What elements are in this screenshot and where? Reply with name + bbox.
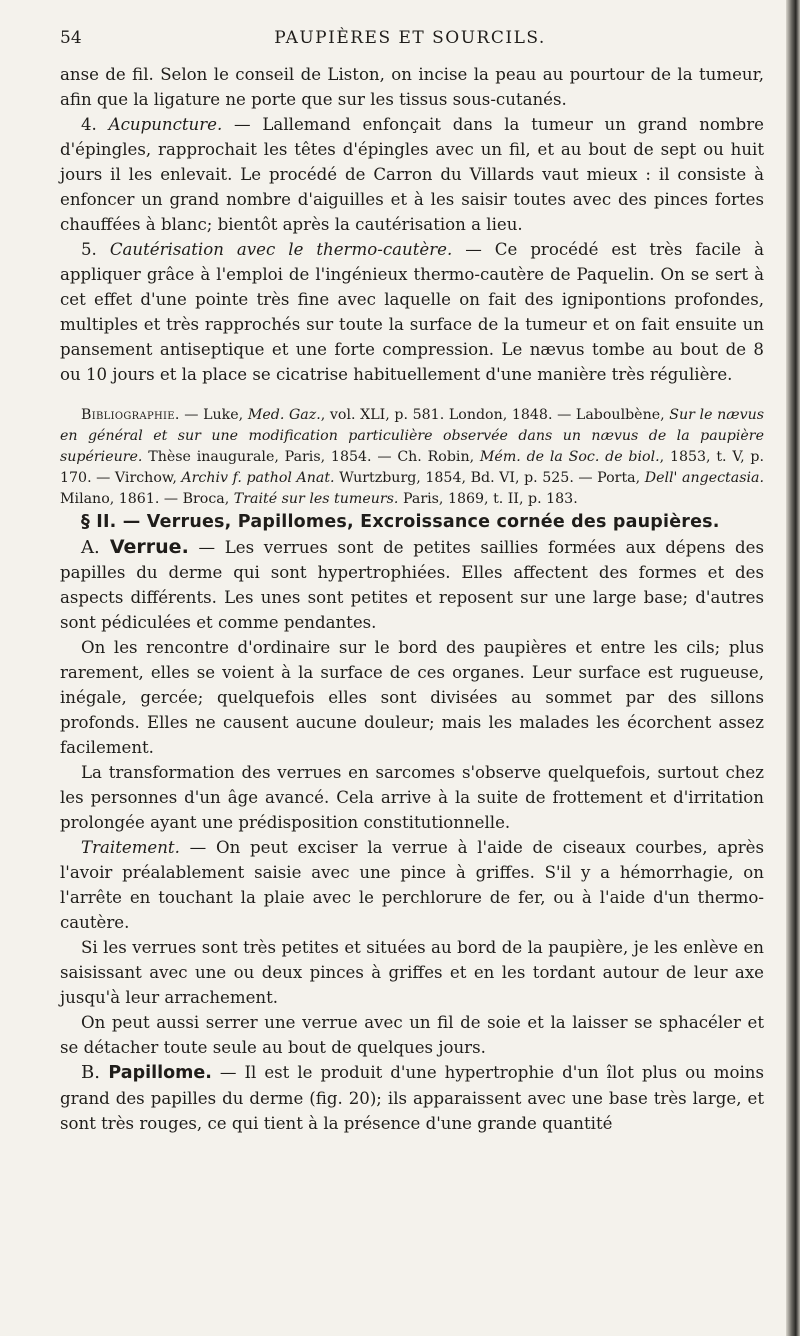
page-header bbox=[60, 28, 760, 52]
section-heading: § II. — Verrues, Papillomes, Excroissance cornée des paupières. bbox=[81, 512, 720, 532]
paragraph-cauterisation: 5. Cautérisation avec le thermo-cautère. — Ce procédé est très facile à appliquer grâce à l'emploi de l'ingénieux thermo-cautère de Paquelin. On se sert à cet effet d'une pointe très fine avec laquelle on fait des ignipontions profondes, multiples et très rapprochés sur toute la surface de la tumeur et on fait ensuite un pansement antiseptique et une forte compression. Le nævus tombe au bout de 8 ou 10 jours et la place se cicatrise habituellement d'une manière très régulière. bbox=[60, 240, 764, 384]
paragraph-verrue-traitement: Traitement. — On peut exciser la verrue à l'aide de ciseaux courbes, après l'avoir préalablement saisie avec une pince à griffes. S'il y a hémorrhagie, on l'arrête en touchant la plaie avec le perchlorure de fer, ou à l'aide d'un thermo-cautère. bbox=[60, 838, 764, 932]
running-title: PAUPIÈRES ET SOURCILS. bbox=[274, 28, 546, 48]
paragraph-verrue-thread: On peut aussi serrer une verrue avec un fil de soie et la laisser se sphacéler et se détacher toute seule au bout de quelques jours. bbox=[60, 1013, 764, 1057]
paragraph-verrue-location: On les rencontre d'ordinaire sur le bord des paupières et entre les cils; plus rarement, elles se voient à la surface de ces organes. Leur surface est rugueuse, inégale, gercée; quelquefois elles sont divisées au sommet par des sillons profonds. Elles ne causent aucune douleur; mais les malades les écorchent assez facilement. bbox=[60, 638, 764, 757]
paragraph-verrue-small: Si les verrues sont très petites et situées au bord de la paupière, je les enlève en saisissant avec une ou deux pinces à griffes et en les tordant autour de leur axe jusqu'à leur arrachement. bbox=[60, 938, 764, 1007]
paragraph-ligature-end: anse de fil. Selon le conseil de Liston, on incise la peau au pourtour de la tumeur, afin que la ligature ne porte que sur les tissus sous-cutanés. bbox=[60, 65, 764, 109]
paragraph-verrue-transformation: La transformation des verrues en sarcomes s'observe quelquefois, surtout chez les personnes d'un âge avancé. Cela arrive à la suite de frottement et d'irritation prolongée ayant une prédisposition constitutionnelle. bbox=[60, 763, 764, 832]
paragraph-papillome: B. Papillome. — Il est le produit d'une hypertrophie d'un îlot plus ou moins grand des papilles du derme (fig. 20); ils apparaissent avec une base très large, et sont très rouges, ce qui tient à la présence d'une grande quantité bbox=[60, 1062, 765, 1133]
bibliography: Bibliographie. — Luke, Med. Gaz., vol. XLI, p. 581. London, 1848. — Laboulbène, Sur le nævus en général et sur une modification particulière observée dans un nævus de la paupière supérieure. Thèse inaugurale, Paris, 1854. — Ch. Robin, Mém. de la Soc. de biol., 1853, t. V, p. 170. — Virchow, Archiv f. pathol Anat. Wurtzburg, 1854, Bd. VI, p. 525. — Porta, Dell' angectasia. Milano, 1861. — Broca, Traité sur les tumeurs. Paris, 1869, t. II, p. 183. bbox=[60, 407, 765, 507]
paragraph-verrue-intro: A. Verrue. — Les verrues sont de petites saillies formées aux dépens des papilles du derme qui sont hypertrophiées. Elles affectent des formes et des aspects différents. Les unes sont petites et reposent sur une large base; d'autres sont pédiculées et comme pendantes. bbox=[60, 536, 764, 632]
traitement-title: Traitement. bbox=[81, 838, 180, 857]
page-edge-shadow bbox=[786, 0, 800, 1336]
acupuncture-title: Acupuncture. bbox=[108, 115, 223, 134]
page-number: 54 bbox=[60, 28, 82, 48]
page-body bbox=[60, 62, 764, 1136]
bibliography-label: Bibliographie. bbox=[81, 407, 180, 423]
cauterisation-title: Cautérisation avec le thermo-cautère. bbox=[109, 240, 453, 259]
verrue-heading: Verrue. bbox=[109, 536, 189, 558]
papillome-heading: Papillome. bbox=[108, 1063, 212, 1083]
paragraph-acupuncture: 4. Acupuncture. — Lallemand enfonçait dans la tumeur un grand nombre d'épingles, rapprochait les têtes d'épingles avec un fil, et au bout de sept ou huit jours il les enlevait. Le procédé de Carron du Villards vaut mieux : il consiste à enfoncer un grand nombre d'aiguilles et à les saisir toutes avec des pinces fortes chauffées à blanc; bientôt après la cautérisation a lieu. bbox=[60, 115, 764, 234]
